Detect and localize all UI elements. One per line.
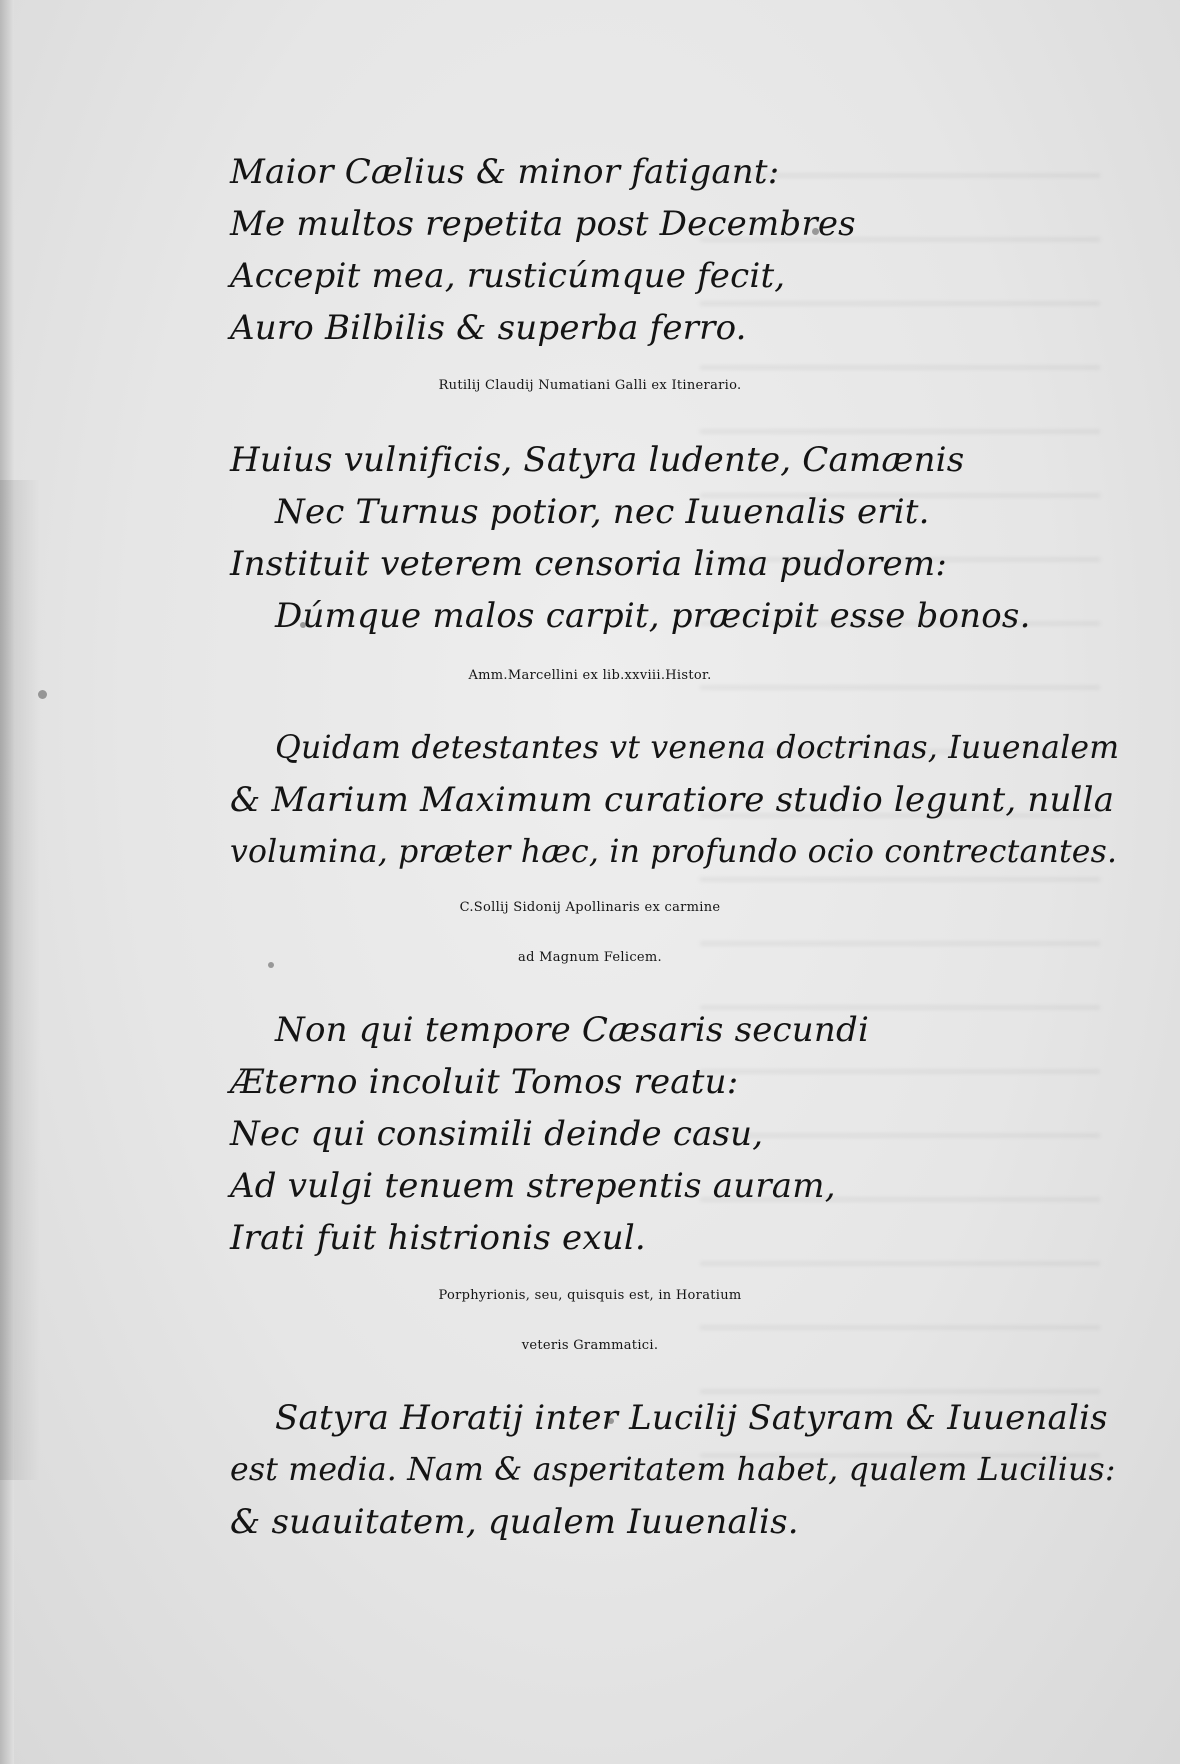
verse-line: Maior Cælius & minor fatigant: [230, 152, 780, 192]
verse-line: Irati fuit histrionis exul. [230, 1218, 646, 1258]
prose-line: Quidam detestantes vt venena doctrinas, Iuuenalem [275, 730, 1120, 766]
verse-line: Accepit mea, rusticúmque fecit, [230, 256, 786, 296]
rutilius-heading: Rutilij Claudij Numatiani Galli ex Itinerario. [438, 378, 742, 393]
prose-line: volumina, præter hæc, in profundo ocio contrectantes. [230, 834, 1118, 870]
prose-line: & suauitatem, qualem Iuuenalis. [230, 1502, 799, 1542]
ammianus-heading: Amm.Marcellini ex lib.xxviii.Histor. [468, 668, 712, 683]
sidonius-heading: ad Magnum Felicem. [518, 950, 662, 965]
verse-line: Nec Turnus potior, nec Iuuenalis erit. [275, 492, 930, 532]
porphyrion-heading: veteris Grammatici. [521, 1338, 659, 1353]
prose-line: est media. Nam & asperitatem habet, qualem Lucilius: [230, 1452, 1116, 1488]
verse-line: Æterno incoluit Tomos reatu: [230, 1062, 739, 1102]
verse-line: Dúmque malos carpit, præcipit esse bonos. [275, 596, 1031, 636]
verse-line: Huius vulnificis, Satyra ludente, Camænis [230, 440, 965, 480]
verse-line: Instituit veterem censoria lima pudorem: [230, 544, 947, 584]
prose-line: Satyra Horatij inter Lucilij Satyram & Iuuenalis [275, 1398, 1108, 1438]
verse-line: Non qui tempore Cæsaris secundi [275, 1010, 870, 1050]
porphyrion-heading: Porphyrionis, seu, quisquis est, in Horatium [438, 1288, 742, 1303]
verse-line: Auro Bilbilis & superba ferro. [230, 308, 747, 348]
prose-line: & Marium Maximum curatiore studio legunt, nulla [230, 780, 1115, 820]
verse-line: Ad vulgi tenuem strepentis auram, [230, 1166, 836, 1206]
verse-line: Nec qui consimili deinde casu, [230, 1114, 764, 1154]
verse-line: Me multos repetita post Decembres [230, 204, 856, 244]
sidonius-heading: C.Sollij Sidonij Apollinaris ex carmine [459, 900, 721, 915]
